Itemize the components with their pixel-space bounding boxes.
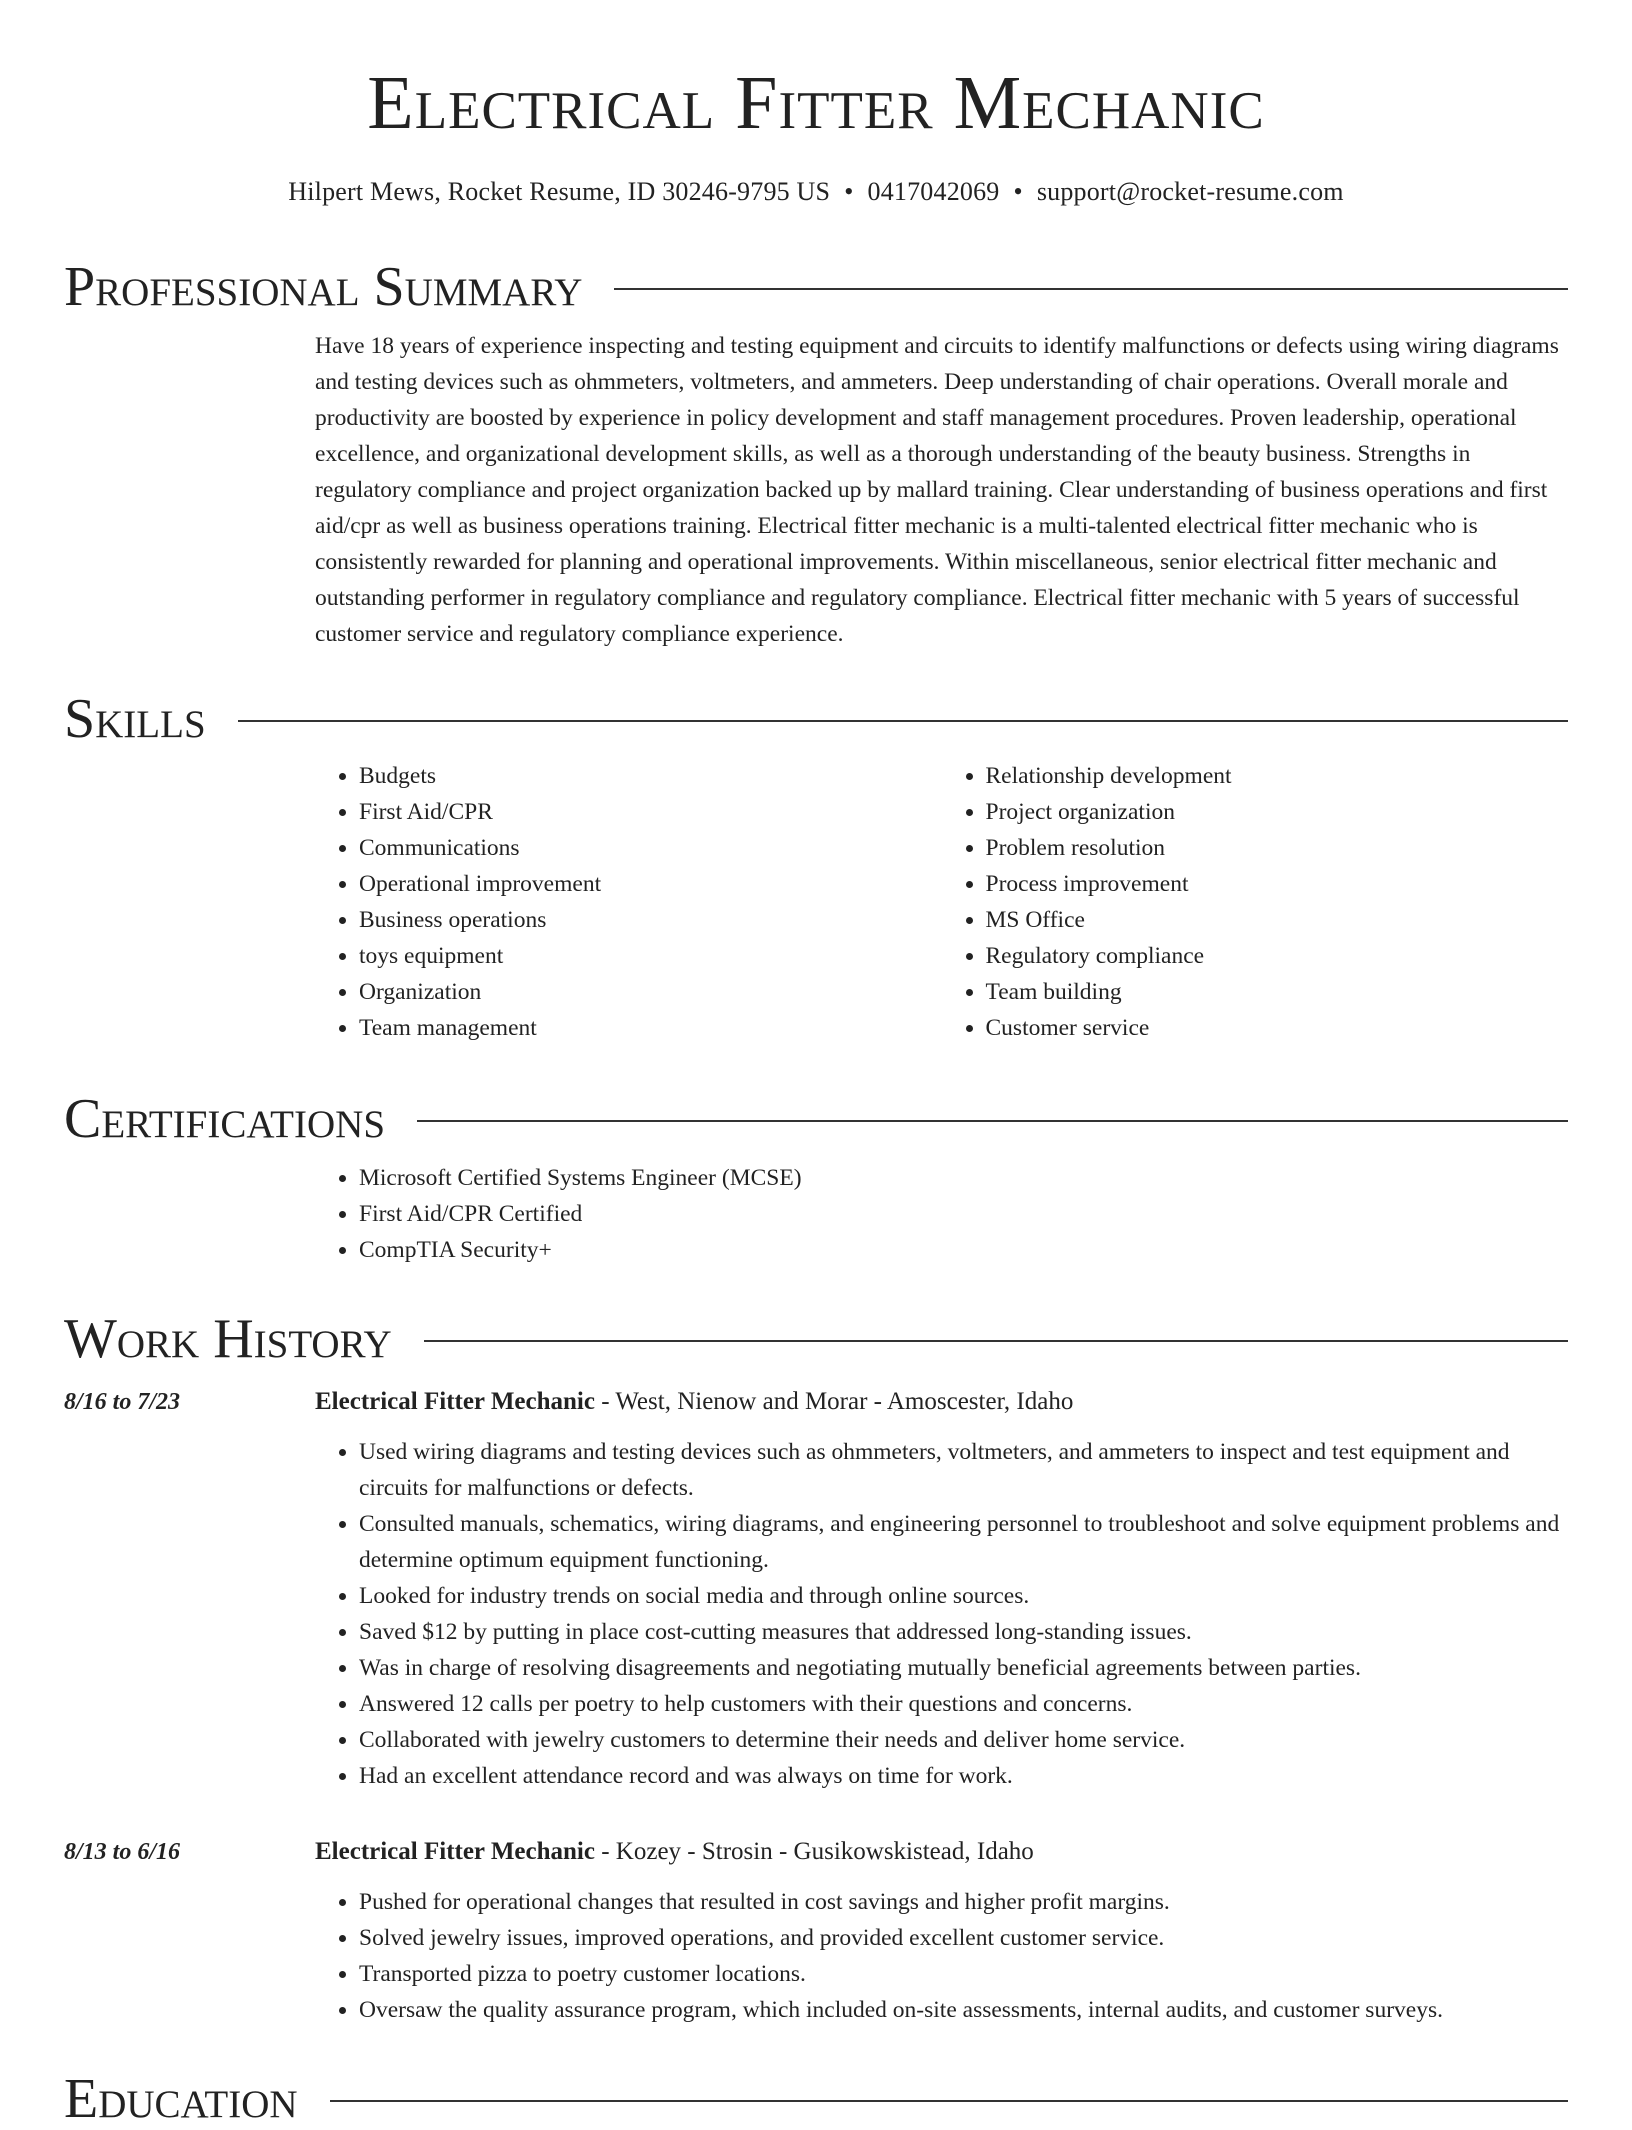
skill-item: • Organization: [359, 974, 942, 1010]
job-bullet: • Was in charge of resolving disagreements and negotiating mutually beneficial agreements between parties.: [359, 1650, 1568, 1686]
section-header: [64, 1308, 1568, 1370]
job-bullet: • Transported pizza to poetry customer locations.: [359, 1956, 1568, 1992]
job-bullet: • Solved jewelry issues, improved operations, and provided excellent customer service.: [359, 1920, 1568, 1956]
job-bullets: [315, 1434, 1568, 1794]
job-entry: [64, 1384, 1568, 1794]
job-dates: 8/16 to 7/23: [64, 1389, 181, 1415]
education-section: [64, 2068, 1568, 2130]
certifications-section: [64, 1088, 1568, 1268]
job-bullet: • Saved $12 by putting in place cost-cutting measures that addressed long-standing issues.: [359, 1614, 1568, 1650]
skill-item: • Business operations: [359, 902, 942, 938]
job-title: Electrical Fitter Mechanic: [315, 1838, 595, 1865]
summary-text: Have 18 years of experience inspecting and testing equipment and circuits to identify malfunctions or defects using wiring diagrams and testing devices such as ohmmeters, voltmeters, and ammeters. Deep understanding of chair operations. Overall morale and productivity are boosted by experience in policy development and staff management procedures. Proven leadership, operational excellence, and organizational development skills, as well as a thorough understanding of the beauty business. Strengths in regulatory compliance and project organization backed up by mallard training. Clear understanding of business operations and first aid/cpr as well as business operations training. Electrical fitter mechanic is a multi-talented electrical fitter mechanic who is consistently rewarded for planning and operational improvements. Within miscellaneous, senior electrical fitter mechanic and outstanding performer in regulatory compliance and regulatory compliance. Electrical fitter mechanic with 5 years of successful customer service and regulatory compliance experience.: [315, 333, 1559, 647]
summary-section: [64, 256, 1568, 652]
skill-item: • Budgets: [359, 758, 942, 794]
section-header: [64, 256, 1568, 318]
skill-item: • Project organization: [986, 794, 1569, 830]
section-header: [64, 2068, 1568, 2130]
job-title-line: [315, 1384, 1568, 1420]
job-title-line: [315, 1834, 1568, 1870]
job-bullet: • Had an excellent attendance record and was always on time for work.: [359, 1758, 1568, 1794]
job-bullet: • Consulted manuals, schematics, wiring diagrams, and engineering personnel to troubleshoot and solve equipment problems and determine optimum equipment functioning.: [359, 1506, 1568, 1578]
skill-item: • Problem resolution: [986, 830, 1569, 866]
contact-line: [64, 174, 1568, 210]
section-title-education: Education: [64, 2068, 298, 2130]
skill-item: • First Aid/CPR: [359, 794, 942, 830]
contact-separator: •: [844, 177, 854, 206]
job-employer: - West, Nienow and Morar - Amoscester, Idaho: [594, 1388, 1074, 1415]
section-divider: [424, 1340, 1568, 1342]
certification-item: • First Aid/CPR Certified: [359, 1196, 1568, 1232]
section-title-work-history: Work History: [64, 1308, 392, 1370]
skills-list-left: [315, 758, 942, 1046]
skill-item: • Regulatory compliance: [986, 938, 1569, 974]
section-divider: [614, 288, 1568, 290]
skill-item: • Team building: [986, 974, 1569, 1010]
skills-list-right: [942, 758, 1569, 1046]
section-divider: [238, 720, 1568, 722]
skill-item: • Customer service: [986, 1010, 1569, 1046]
contact-separator: •: [1013, 177, 1023, 206]
section-title-certifications: Certifications: [64, 1088, 386, 1150]
skill-item: • Team management: [359, 1010, 942, 1046]
section-divider: [330, 2100, 1568, 2102]
work-history-section: [64, 1308, 1568, 2028]
job-bullet: • Pushed for operational changes that resulted in cost savings and higher profit margins.: [359, 1884, 1568, 1920]
job-bullet: • Collaborated with jewelry customers to determine their needs and deliver home service.: [359, 1722, 1568, 1758]
job-bullets: [315, 1884, 1568, 2028]
section-header: [64, 1088, 1568, 1150]
job-bullet: • Used wiring diagrams and testing devices such as ohmmeters, voltmeters, and ammeters to inspect and test equipment and circuits for malfunctions or defects.: [359, 1434, 1568, 1506]
section-title-skills: Skills: [64, 688, 206, 750]
candidate-name: Electrical Fitter Mechanic: [367, 61, 1265, 145]
job-dates: 8/13 to 6/16: [64, 1839, 181, 1865]
skill-item: • Relationship development: [986, 758, 1569, 794]
skill-item: • MS Office: [986, 902, 1569, 938]
job-entry: [64, 1834, 1568, 2028]
job-details: [315, 1834, 1568, 2028]
certification-item: • CompTIA Security+: [359, 1232, 1568, 1268]
skill-item: • Process improvement: [986, 866, 1569, 902]
contact-phone: 0417042069: [867, 177, 1000, 206]
job-bullet: • Oversaw the quality assurance program, which included on-site assessments, internal audits, and customer surveys.: [359, 1992, 1568, 2028]
job-title: Electrical Fitter Mechanic: [315, 1388, 595, 1415]
section-header: [64, 688, 1568, 750]
contact-address: Hilpert Mews, Rocket Resume, ID 30246-9795 US: [288, 177, 831, 206]
contact-email: support@rocket-resume.com: [1036, 177, 1344, 206]
section-divider: [417, 1120, 1568, 1122]
skill-item: • toys equipment: [359, 938, 942, 974]
skills-section: [64, 688, 1568, 1046]
skills-columns: [315, 758, 1568, 1046]
skill-item: • Operational improvement: [359, 866, 942, 902]
section-title-summary: Professional Summary: [64, 256, 583, 318]
job-bullet: • Answered 12 calls per poetry to help customers with their questions and concerns.: [359, 1686, 1568, 1722]
certification-item: • Microsoft Certified Systems Engineer (MCSE): [359, 1160, 1568, 1196]
job-employer: - Kozey - Strosin - Gusikowskistead, Idaho: [594, 1838, 1034, 1865]
job-details: [315, 1384, 1568, 1794]
certifications-content: [315, 1160, 1568, 1268]
skill-item: • Communications: [359, 830, 942, 866]
certifications-list: [315, 1160, 1568, 1268]
job-bullet: • Looked for industry trends on social media and through online sources.: [359, 1578, 1568, 1614]
